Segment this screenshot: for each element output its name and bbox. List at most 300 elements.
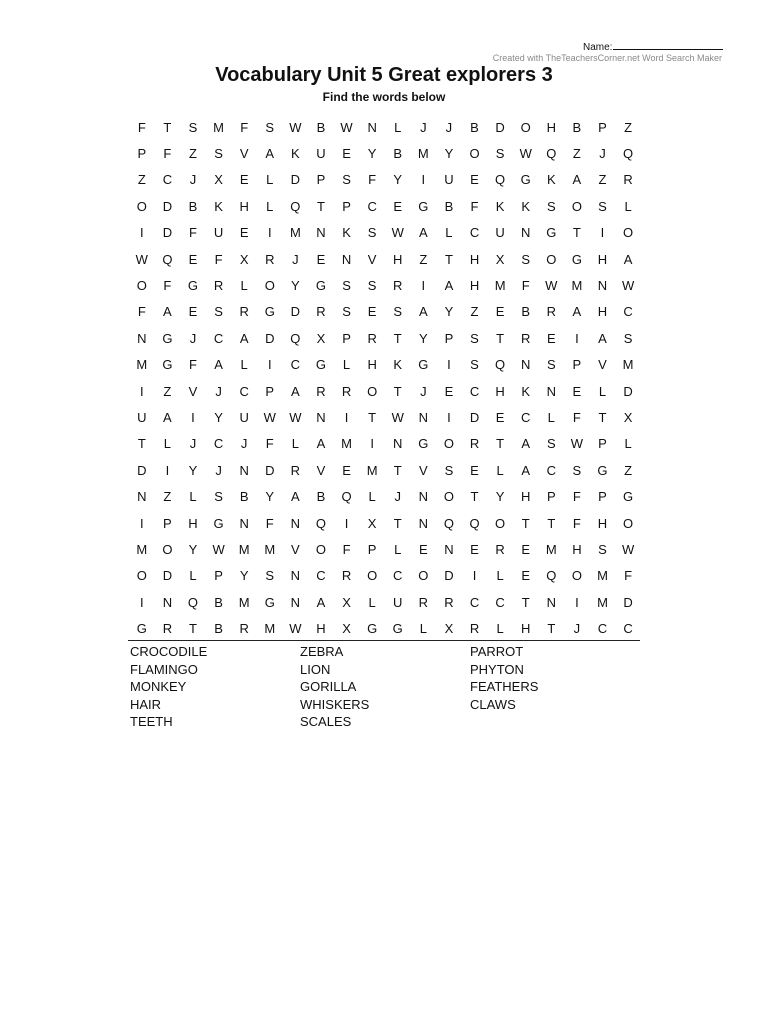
grid-cell: E [188,304,198,320]
grid-cell: Q [315,515,327,531]
grid-cell: O [443,489,454,505]
grid-cell: J [599,146,606,162]
grid-cell: S [393,304,403,320]
grid-cell: V [418,462,428,478]
grid-cell: E [470,462,479,478]
grid-cell: T [521,594,530,610]
grid-cell: E [342,462,351,478]
grid-cell: L [342,357,351,373]
grid-cell: U [495,225,505,241]
grid-row [129,325,641,351]
grid-cell: F [368,172,377,188]
word-item: PARROT [470,644,524,659]
grid-cell: F [137,119,146,135]
grid-cell: H [469,251,480,267]
grid-cell: R [265,251,275,267]
grid-cell: R [341,383,352,399]
grid-cell: A [521,436,531,452]
grid-cell: R [546,304,556,320]
grid-cell: F [572,515,581,531]
grid-cell: M [238,541,250,557]
grid-cell: D [162,198,173,214]
grid-cell: S [546,436,556,452]
grid-cell: O [546,251,557,267]
grid-cell: B [470,119,479,135]
word-item: TEETH [130,714,173,729]
grid-cell: D [265,462,275,478]
name-blank-line [613,40,723,50]
grid-cell: C [469,225,480,241]
grid-cell: J [240,436,248,452]
grid-cell: R [316,304,326,320]
grid-cell: A [598,330,607,346]
grid-cell: O [367,383,378,399]
grid-cell: D [469,409,480,425]
grid-row [129,220,641,246]
grid-cell: A [291,489,300,505]
grid-cell: G [520,172,531,188]
grid-cell: M [494,278,506,294]
grid-cell: Y [188,541,198,557]
grid-cell: N [316,409,326,425]
grid-cell: O [495,515,506,531]
grid-cell: N [239,515,249,531]
grid-cell: A [316,594,326,610]
grid-cell: D [495,119,505,135]
grid-cell: M [341,436,352,452]
grid-cell: W [212,541,225,557]
grid-cell: C [469,383,480,399]
grid-cell: Y [214,409,223,425]
grid-cell: C [290,357,301,373]
grid-cell: H [393,251,403,267]
grid-cell: S [546,198,556,214]
grid-cell: A [444,278,454,294]
grid-cell: O [443,436,454,452]
grid-cell: H [597,251,608,267]
name-field [583,40,723,53]
grid-row [129,457,641,483]
grid-cell: I [575,330,579,346]
grid-cell: K [521,383,531,399]
grid-cell: A [623,251,633,267]
grid-cell: N [290,594,301,610]
grid-cell: L [368,489,376,505]
grid-cell: X [342,621,351,637]
grid-cell: E [572,383,582,399]
grid-cell: I [421,172,426,188]
grid-cell: G [418,357,429,373]
grid-cell: T [189,621,197,637]
grid-cell: K [546,172,556,188]
grid-cell: Q [546,146,557,162]
grid-cell: O [136,198,147,214]
grid-cell: L [240,278,248,294]
letter-grid [129,114,641,642]
grid-cell: A [214,357,223,373]
grid-cell: O [571,568,582,584]
grid-cell: I [575,594,579,610]
grid-cell: F [189,357,197,373]
grid-cell: F [470,198,479,214]
grid-cell: G [315,278,327,294]
grid-cell: R [418,594,429,610]
grid-divider [128,640,640,641]
word-item: WHISKERS [300,696,370,712]
grid-cell: X [239,251,249,267]
grid-cell: E [521,568,531,584]
grid-cell: P [572,357,582,373]
grid-cell: D [137,462,147,478]
grid-cell: P [598,119,607,135]
grid-cell: C [239,383,249,399]
grid-cell: T [137,436,146,452]
grid-cell: M [597,594,608,610]
grid-cell: B [188,198,198,214]
grid-cell: E [188,251,198,267]
grid-cell: S [367,278,377,294]
grid-cell: X [214,172,223,188]
grid-cell: J [420,119,427,135]
grid-cell: B [239,489,249,505]
grid-cell: K [291,146,300,162]
grid-cell: L [547,409,555,425]
grid-cell: N [393,436,403,452]
grid-cell: L [445,225,453,241]
grid-row [129,352,641,378]
grid-cell: F [137,304,146,320]
grid-row [129,615,641,641]
grid-cell: Q [443,515,454,531]
grid-cell: T [547,621,556,637]
grid-cell: J [189,172,197,188]
grid-cell: E [342,146,351,162]
grid-cell: J [189,436,197,452]
grid-cell: Y [188,462,198,478]
grid-cell: M [213,119,224,135]
grid-cell: W [621,541,635,557]
grid-cell: W [519,146,532,162]
grid-cell: R [521,330,531,346]
grid-cell: N [341,251,352,267]
grid-cell: N [367,119,377,135]
grid-cell: S [572,462,582,478]
grid-cell: P [137,146,147,162]
grid-cell: S [265,568,275,584]
grid-cell: D [444,568,454,584]
grid-row [129,563,641,589]
grid-cell: R [162,621,173,637]
grid-cell: N [418,409,429,425]
grid-row [129,378,641,404]
grid-cell: G [264,304,275,320]
grid-cell: N [546,383,556,399]
grid-cell: I [447,409,451,425]
grid-cell: I [267,357,272,373]
grid-cell: C [213,436,224,452]
grid-cell: A [163,304,172,320]
grid-cell: P [214,568,223,584]
grid-cell: T [368,409,377,425]
grid-row [129,167,641,193]
grid-cell: F [572,409,581,425]
page-title: Vocabulary Unit 5 Great explorers 3 [215,64,553,86]
grid-cell: Z [598,172,607,188]
grid-cell: Q [290,330,301,346]
grid-row [129,299,641,325]
grid-cell: Q [341,489,352,505]
grid-cell: M [545,541,557,557]
grid-cell: W [135,251,148,267]
grid-cell: Z [163,489,172,505]
grid-cell: Q [623,146,634,162]
grid-row [129,510,641,536]
grid-cell: U [137,409,147,425]
grid-cell: M [136,357,148,373]
grid-cell: L [496,462,504,478]
grid-cell: Y [444,304,454,320]
grid-cell: G [418,436,429,452]
grid-cell: E [470,172,479,188]
grid-cell: G [187,278,199,294]
grid-cell: B [521,304,531,320]
grid-cell: W [289,119,302,135]
grid-cell: G [315,357,327,373]
grid-cell: L [496,568,504,584]
grid-cell: R [213,278,224,294]
grid-cell: S [521,251,531,267]
grid-cell: O [623,225,634,241]
grid-row [129,589,641,615]
grid-cell: O [315,541,327,557]
grid-cell: E [546,330,556,346]
grid-cell: K [214,198,223,214]
grid-cell: Q [162,251,173,267]
grid-cell: N [316,225,326,241]
grid-cell: I [370,436,374,452]
grid-cell: W [340,119,353,135]
grid-cell: R [239,304,249,320]
grid-cell: Y [495,489,505,505]
grid-cell: C [623,304,633,320]
grid-cell: K [495,198,505,214]
grid-cell: H [188,515,198,531]
grid-cell: T [393,462,402,478]
grid-cell: D [623,383,633,399]
grid-cell: G [136,621,147,637]
grid-cell: J [420,383,427,399]
grid-cell: T [496,436,505,452]
grid-cell: T [598,409,607,425]
grid-cell: C [495,594,505,610]
grid-cell: U [213,225,224,241]
grid-cell: S [265,119,275,135]
grid-cell: S [342,278,351,294]
grid-cell: H [521,621,531,637]
grid-cell: L [496,621,504,637]
grid-cell: O [418,568,429,584]
grid-cell: P [342,198,351,214]
grid-cell: P [342,330,351,346]
grid-cell: T [393,383,402,399]
grid-cell: F [214,251,223,267]
grid-cell: E [418,541,428,557]
grid-cell: Q [495,172,506,188]
grid-cell: B [393,146,403,162]
grid-cell: R [469,621,480,637]
grid-cell: I [267,225,272,241]
grid-row [129,246,641,272]
grid-cell: Y [444,146,454,162]
grid-cell: O [264,278,275,294]
grid-cell: L [189,568,197,584]
grid-cell: H [597,304,608,320]
grid-cell: J [215,383,222,399]
grid-cell: N [137,489,147,505]
grid-cell: F [265,436,274,452]
grid-row [129,536,641,562]
grid-cell: A [572,172,582,188]
grid-cell: L [624,436,632,452]
grid-cell: G [392,621,403,637]
grid-cell: R [367,330,377,346]
grid-cell: H [316,621,326,637]
grid-cell: I [139,383,144,399]
grid-cell: O [520,119,531,135]
grid-cell: Y [418,330,428,346]
grid-cell: C [393,568,403,584]
grid-cell: N [418,515,429,531]
grid-cell: X [623,409,633,425]
grid-cell: S [342,172,351,188]
grid-cell: A [521,462,531,478]
grid-row [129,483,641,509]
grid-cell: P [444,330,454,346]
grid-cell: T [521,515,530,531]
grid-cell: T [547,515,556,531]
grid-cell: H [367,357,377,373]
grid-cell: M [366,462,378,478]
grid-cell: B [214,594,223,610]
grid-cell: F [624,568,633,584]
grid-cell: L [240,357,248,373]
grid-cell: B [444,198,454,214]
grid-cell: X [444,621,454,637]
grid-cell: I [447,357,451,373]
grid-cell: V [316,462,326,478]
grid-cell: S [214,304,223,320]
grid-cell: S [598,541,607,557]
grid-cell: T [393,515,402,531]
grid-cell: V [291,541,300,557]
grid-cell: U [316,146,326,162]
grid-cell: J [292,251,299,267]
grid-cell: Q [187,594,199,610]
grid-cell: I [139,225,144,241]
grid-cell: G [367,621,378,637]
grid-cell: M [417,146,429,162]
grid-cell: L [394,119,402,135]
grid-cell: W [263,409,276,425]
grid-cell: L [291,436,299,452]
word-item: PHYTON [470,661,524,677]
grid-cell: S [470,330,479,346]
grid-cell: F [240,119,249,135]
grid-cell: D [290,304,301,320]
grid-cell: K [521,198,531,214]
grid-cell: T [393,330,402,346]
grid-cell: L [419,621,427,637]
name-label: Name: [583,42,613,53]
grid-cell: Z [163,383,172,399]
word-item: GORILLA [300,679,357,694]
grid-cell: G [162,357,173,373]
grid-cell: E [495,409,505,425]
word-item: FEATHERS [470,679,539,694]
grid-cell: L [266,198,274,214]
grid-cell: S [444,462,454,478]
grid-cell: W [289,409,302,425]
grid-cell: Q [546,568,557,584]
grid-cell: E [470,541,479,557]
grid-cell: W [545,278,558,294]
grid-cell: L [624,198,632,214]
grid-cell: M [571,278,583,294]
grid-cell: R [495,541,505,557]
grid-cell: N [597,278,608,294]
grid-cell: N [290,515,301,531]
grid-cell: S [470,357,479,373]
grid-cell: E [239,172,249,188]
grid-cell: Y [239,568,249,584]
grid-cell: G [597,462,608,478]
grid-cell: E [444,383,454,399]
grid-cell: M [264,621,276,637]
grid-cell: I [472,568,477,584]
grid-cell: N [546,594,556,610]
grid-cell: I [600,225,605,241]
grid-cell: O [571,198,582,214]
grid-cell: P [163,515,172,531]
word-column [130,643,300,731]
grid-cell: H [521,489,531,505]
grid-row [129,140,641,166]
grid-cell: A [418,304,428,320]
grid-cell: F [521,278,530,294]
grid-cell: D [162,225,173,241]
grid-cell: I [139,594,144,610]
grid-cell: Y [265,489,275,505]
grid-cell: R [469,436,480,452]
grid-cell: A [239,330,249,346]
grid-row [129,193,641,219]
word-item: ZEBRA [300,644,344,659]
grid-cell: R [393,278,403,294]
grid-cell: U [444,172,454,188]
grid-cell: G [213,515,224,531]
grid-cell: P [316,172,326,188]
grid-cell: W [391,409,404,425]
grid-cell: M [597,568,608,584]
grid-cell: H [239,198,249,214]
grid-cell: H [572,541,582,557]
grid-cell: T [470,489,479,505]
grid-cell: J [189,330,197,346]
grid-cell: K [393,357,403,373]
grid-cell: N [521,225,531,241]
grid-cell: A [418,225,428,241]
credit-text: Created with TheTeachersCorner.net Word Search Maker [492,53,722,63]
